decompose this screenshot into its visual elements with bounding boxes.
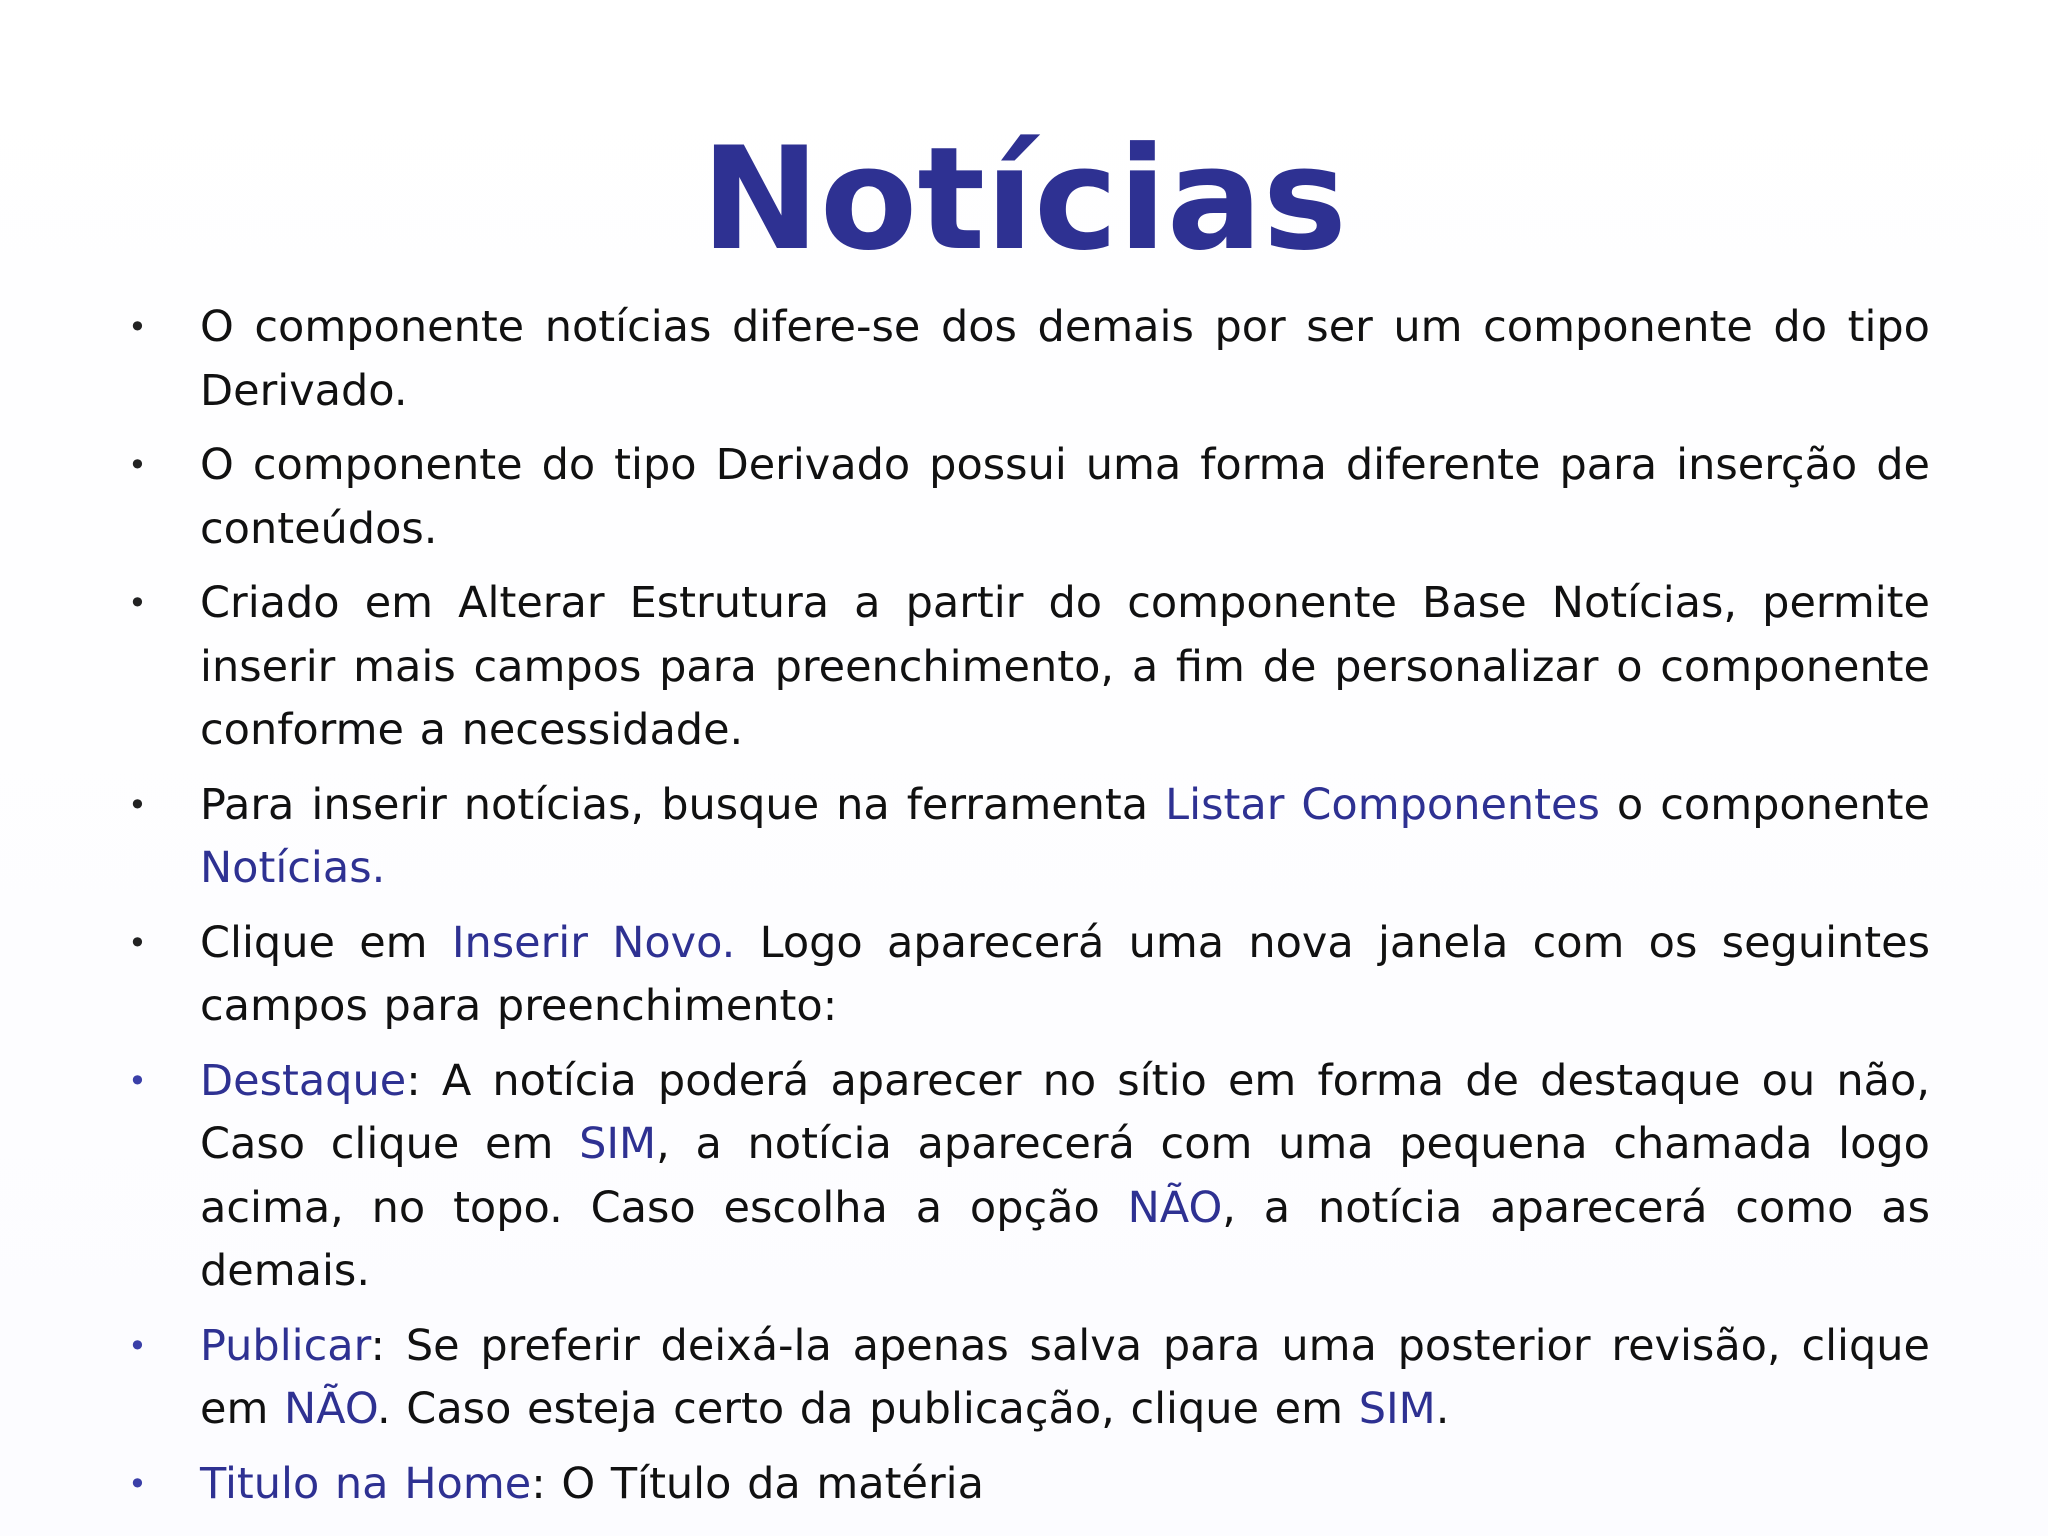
item-text: , a notícia aparecerá com uma pequena chamada logo acima, no topo. Caso escolha a opção xyxy=(200,1119,1930,1233)
item-text: : Se preferir deixá-la apenas salva para uma posterior revisão, clique em xyxy=(200,1320,1930,1434)
item-text: Clique em xyxy=(200,917,452,968)
slide-title: Notícias xyxy=(700,117,1348,282)
bullet-list xyxy=(120,296,1930,1527)
highlight-publicar: Publicar xyxy=(200,1320,371,1371)
item-text: Logo aparecerá uma nova janela com os seguintes campos para preenchimento: xyxy=(200,917,1930,1031)
highlight-listar-componentes: Listar Componentes xyxy=(1165,779,1600,830)
highlight-titulo-na-home: Titulo na Home xyxy=(200,1458,532,1509)
item-text: : O Título da matéria xyxy=(531,1458,984,1509)
bullet-icon: • xyxy=(128,923,147,962)
item-text: o componente xyxy=(1599,779,1930,830)
item-text: O componente do tipo Derivado possui uma forma diferente para inserção de conteúdos. xyxy=(200,440,1930,554)
list-item xyxy=(120,1453,1930,1517)
item-text: . Caso esteja certo da publicação, clique em xyxy=(376,1384,1359,1434)
list-item xyxy=(120,1050,1930,1304)
highlight-nao: NÃO xyxy=(284,1384,377,1434)
bullet-icon: • xyxy=(128,1061,147,1100)
bullet-icon: • xyxy=(128,1326,147,1365)
bullet-icon: • xyxy=(128,584,147,622)
item-text: , a notícia aparecerá como as demais. xyxy=(200,1182,1930,1296)
highlight-sim: SIM xyxy=(1358,1384,1436,1434)
bullet-icon: • xyxy=(128,446,147,484)
item-text: . xyxy=(1435,1384,1450,1434)
highlight-inserir-novo: Inserir Novo. xyxy=(451,917,736,968)
list-item xyxy=(120,774,1930,901)
bullet-icon: • xyxy=(128,308,147,346)
item-text: O componente notícias difere-se dos demais por ser um componente do tipo Derivado. xyxy=(200,302,1930,416)
list-item xyxy=(120,434,1930,561)
list-item xyxy=(120,572,1930,763)
highlight-noticias: Notícias. xyxy=(200,843,386,893)
list-item xyxy=(120,1315,1930,1442)
list-item xyxy=(120,296,1930,423)
item-text: Criado em Alterar Estrutura a partir do componente Base Notícias, permite inserir mais campos para preenchimento, a fim de personalizar o componente conforme a necessidade. xyxy=(200,578,1930,755)
bullet-icon: • xyxy=(128,1464,147,1503)
highlight-sim: SIM xyxy=(579,1119,657,1169)
list-item xyxy=(120,912,1930,1039)
highlight-nao: NÃO xyxy=(1127,1182,1223,1233)
item-text: : A notícia poderá aparecer no sítio em forma de destaque ou não, Caso clique em xyxy=(200,1055,1930,1169)
item-text: Para inserir notícias, busque na ferramenta xyxy=(200,779,1166,830)
highlight-destaque: Destaque xyxy=(200,1055,407,1106)
bullet-icon: • xyxy=(128,785,147,824)
